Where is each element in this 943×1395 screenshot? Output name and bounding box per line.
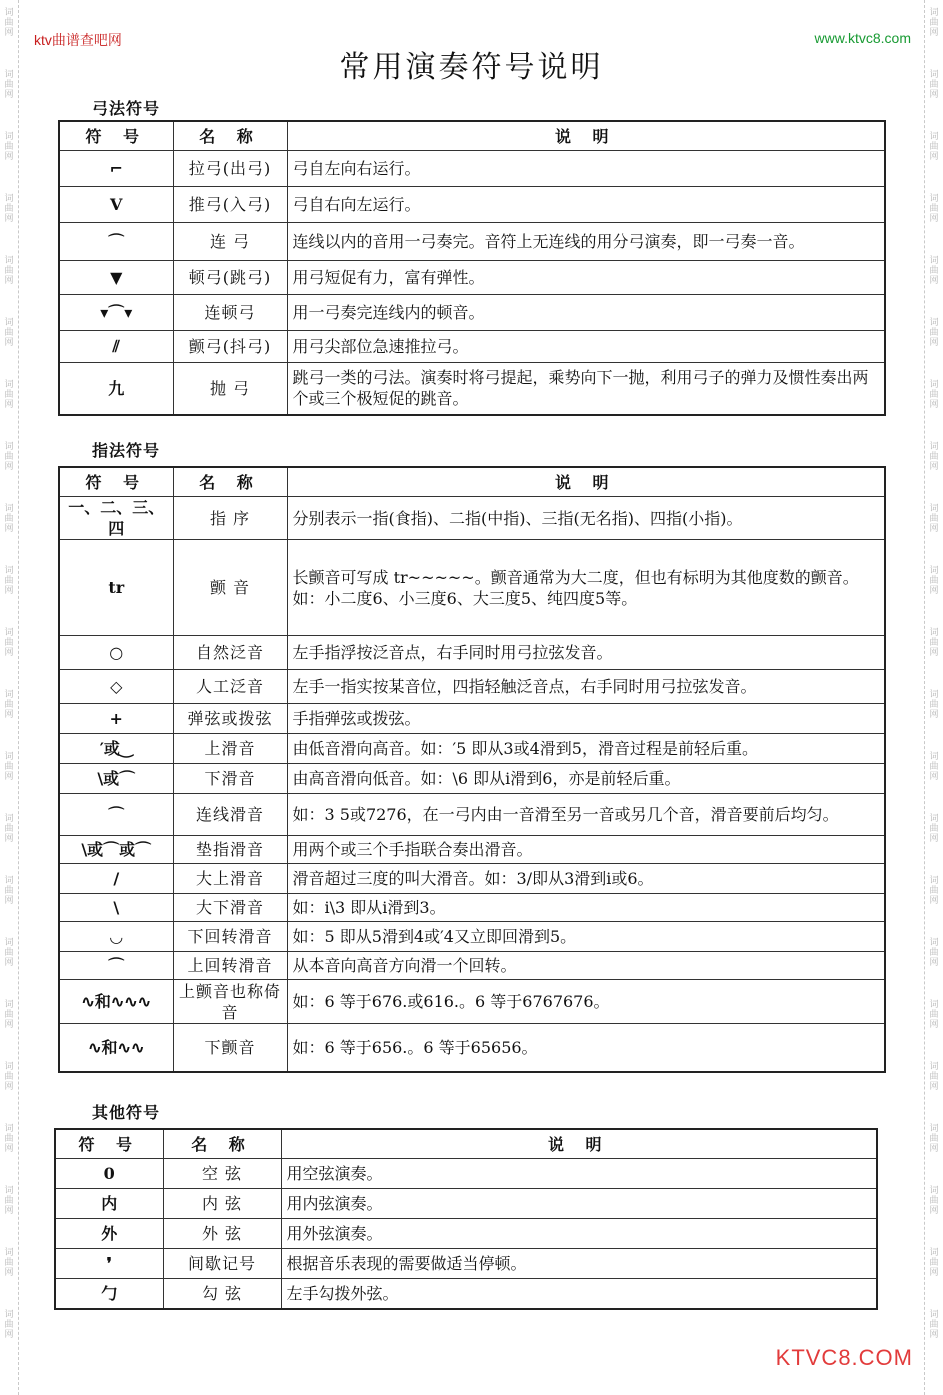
symbol-cell: \或⌒或⌒: [59, 836, 173, 864]
side-watermark-text: 词 曲 网: [929, 504, 939, 534]
side-watermark-text: 词 曲 网: [4, 752, 14, 782]
table-row: [59, 794, 885, 836]
description-cell: 由高音滑向低音。如：\6 即从i滑到6，亦是前轻后重。: [287, 764, 885, 794]
name-cell: 指 序: [173, 497, 287, 540]
description-cell: 手指弹弦或拨弦。: [287, 704, 885, 734]
side-watermark-text: 词 曲 网: [929, 70, 939, 100]
name-cell: 抛 弓: [173, 363, 287, 415]
name-cell: 勾 弦: [163, 1279, 281, 1309]
header-symbol: 符 号: [59, 121, 173, 151]
name-cell: 大上滑音: [173, 864, 287, 894]
table-row: [59, 864, 885, 894]
name-cell: 垫指滑音: [173, 836, 287, 864]
side-watermark-text: 词 曲 网: [929, 876, 939, 906]
section-title-bowing: 弓法符号: [92, 101, 161, 118]
side-watermark-text: 词 曲 网: [4, 566, 14, 596]
left-margin-strip: [0, 0, 19, 1395]
name-cell: 颤 音: [173, 540, 287, 636]
table-row: [59, 1024, 885, 1072]
symbol-cell: 外: [55, 1219, 163, 1249]
table-header-row: [59, 121, 885, 151]
description-cell: 从本音向高音方向滑一个回转。: [287, 952, 885, 980]
description-cell: 根据音乐表现的需要做适当停顿。: [281, 1249, 877, 1279]
side-watermark-text: 词 曲 网: [929, 318, 939, 348]
side-watermark-text: 词 曲 网: [4, 1310, 14, 1340]
description-cell: 如：i\3 即从i滑到3。: [287, 894, 885, 922]
header-symbol: 符 号: [59, 467, 173, 497]
table-row: [59, 151, 885, 187]
name-cell: 连顿弓: [173, 295, 287, 331]
description-cell: 弓自左向右运行。: [287, 151, 885, 187]
symbol-cell: ◇: [59, 670, 173, 704]
side-watermark-text: 词 曲 网: [929, 938, 939, 968]
symbol-cell: +: [59, 704, 173, 734]
watermark-left: ktv曲谱查吧网: [34, 32, 122, 48]
right-margin-strip: [924, 0, 943, 1395]
symbol-cell: 勹: [55, 1279, 163, 1309]
name-cell: 颤弓(抖弓): [173, 331, 287, 363]
side-watermark-text: 词 曲 网: [929, 1310, 939, 1340]
description-cell: 用两个或三个手指联合奏出滑音。: [287, 836, 885, 864]
header-name: 名 称: [163, 1129, 281, 1159]
section-title-fingering: 指法符号: [92, 443, 161, 460]
table-row: [55, 1279, 877, 1309]
description-cell: 用外弦演奏。: [281, 1219, 877, 1249]
side-watermark-text: 词 曲 网: [4, 1248, 14, 1278]
table-header-row: [59, 467, 885, 497]
side-watermark-text: 词 曲 网: [4, 132, 14, 162]
side-watermark-text: 词 曲 网: [4, 194, 14, 224]
side-watermark-text: 词 曲 网: [4, 504, 14, 534]
side-watermark-text: 词 曲 网: [4, 690, 14, 720]
description-cell: 用内弦演奏。: [281, 1189, 877, 1219]
table-other: [54, 1128, 878, 1310]
name-cell: 上回转滑音: [173, 952, 287, 980]
symbol-cell: ❜: [55, 1249, 163, 1279]
side-watermark-text: 词 曲 网: [4, 814, 14, 844]
side-watermark-text: 词 曲 网: [929, 194, 939, 224]
side-watermark-text: 词 曲 网: [929, 256, 939, 286]
side-watermark-text: 词 曲 网: [929, 1248, 939, 1278]
table-row: [59, 734, 885, 764]
symbol-cell: ′或‿: [59, 734, 173, 764]
description-cell: 左手勾拨外弦。: [281, 1279, 877, 1309]
side-watermark-text: 词 曲 网: [929, 628, 939, 658]
header-desc: 说 明: [281, 1129, 877, 1159]
table-row: [59, 836, 885, 864]
description-cell: 由低音滑向高音。如：′5 即从3或4滑到5，滑音过程是前轻后重。: [287, 734, 885, 764]
side-watermark-text: 词 曲 网: [4, 1000, 14, 1030]
side-watermark-text: 词 曲 网: [929, 566, 939, 596]
symbol-cell: ⫽: [59, 331, 173, 363]
name-cell: 连 弓: [173, 223, 287, 261]
symbol-cell: /: [59, 864, 173, 894]
table-row: [59, 187, 885, 223]
name-cell: 拉弓(出弓): [173, 151, 287, 187]
table-row: [59, 223, 885, 261]
table-row: [59, 363, 885, 415]
page-title: 常用演奏符号说明: [339, 50, 604, 85]
symbol-cell: ▼: [59, 261, 173, 295]
symbol-cell: ∿和∿∿: [59, 1024, 173, 1072]
table-header-row: [55, 1129, 877, 1159]
description-cell: 如：6 等于676.或616.。6 等于6767676。: [287, 980, 885, 1024]
description-cell: 用弓尖部位急速推拉弓。: [287, 331, 885, 363]
table-row: [59, 636, 885, 670]
table-row: [59, 540, 885, 636]
name-cell: 顿弓(跳弓): [173, 261, 287, 295]
name-cell: 下滑音: [173, 764, 287, 794]
table-row: [59, 980, 885, 1024]
name-cell: 上滑音: [173, 734, 287, 764]
table-row: [55, 1159, 877, 1189]
header-desc: 说 明: [287, 467, 885, 497]
side-watermark-text: 词 曲 网: [929, 1186, 939, 1216]
side-watermark-text: 词 曲 网: [4, 1124, 14, 1154]
symbol-cell: ⌒: [59, 223, 173, 261]
side-watermark-text: 词 曲 网: [4, 380, 14, 410]
name-cell: 下回转滑音: [173, 922, 287, 952]
name-cell: 上颤音也称倚音: [173, 980, 287, 1024]
name-cell: 大下滑音: [173, 894, 287, 922]
name-cell: 空 弦: [163, 1159, 281, 1189]
name-cell: 推弓(入弓): [173, 187, 287, 223]
description-cell: 连线以内的音用一弓奏完。音符上无连线的用分弓演奏，即一弓奏一音。: [287, 223, 885, 261]
description-cell: 左手一指实按某音位，四指轻触泛音点，右手同时用弓拉弦发音。: [287, 670, 885, 704]
name-cell: 外 弦: [163, 1219, 281, 1249]
table-bowing: [58, 120, 886, 416]
section-title-other: 其他符号: [92, 1105, 161, 1122]
side-watermark-text: 词 曲 网: [4, 442, 14, 472]
side-watermark-text: 词 曲 网: [929, 814, 939, 844]
name-cell: 自然泛音: [173, 636, 287, 670]
side-watermark-text: 词 曲 网: [4, 876, 14, 906]
header-symbol: 符 号: [55, 1129, 163, 1159]
symbol-cell: 一、二、三、四: [59, 497, 173, 540]
symbol-cell: \或⌒: [59, 764, 173, 794]
side-watermark-text: 词 曲 网: [929, 1000, 939, 1030]
table-row: [59, 704, 885, 734]
side-watermark-text: 词 曲 网: [4, 256, 14, 286]
symbol-cell: 0: [55, 1159, 163, 1189]
footer-logo: KTVC8.COM: [775, 1345, 913, 1370]
description-cell: 分别表示一指(食指)、二指(中指)、三指(无名指)、四指(小指)。: [287, 497, 885, 540]
side-watermark-text: 词 曲 网: [929, 132, 939, 162]
side-watermark-text: 词 曲 网: [4, 1062, 14, 1092]
side-watermark-text: 词 曲 网: [929, 1062, 939, 1092]
table-row: [59, 894, 885, 922]
name-cell: 弹弦或拨弦: [173, 704, 287, 734]
table-row: [55, 1249, 877, 1279]
symbol-cell: tr: [59, 540, 173, 636]
side-watermark-text: 词 曲 网: [4, 8, 14, 38]
side-watermark-text: 词 曲 网: [929, 8, 939, 38]
table-row: [59, 670, 885, 704]
symbol-cell: ⌒: [59, 952, 173, 980]
symbol-cell: 九: [59, 363, 173, 415]
header-name: 名 称: [173, 121, 287, 151]
table-row: [59, 295, 885, 331]
description-cell: 用弓短促有力，富有弹性。: [287, 261, 885, 295]
symbol-cell: \: [59, 894, 173, 922]
side-watermark-text: 词 曲 网: [4, 938, 14, 968]
description-cell: 如：6 等于656.。6 等于65656。: [287, 1024, 885, 1072]
name-cell: 连线滑音: [173, 794, 287, 836]
table-row: [59, 331, 885, 363]
side-watermark-text: 词 曲 网: [4, 1186, 14, 1216]
watermark-right: www.ktvc8.com: [814, 30, 911, 46]
side-watermark-text: 词 曲 网: [929, 442, 939, 472]
side-watermark-text: 词 曲 网: [929, 380, 939, 410]
description-cell: 如：3 5或7276，在一弓内由一音滑至另一音或另几个音，滑音要前后均匀。: [287, 794, 885, 836]
side-watermark-text: 词 曲 网: [929, 752, 939, 782]
symbol-cell: ○: [59, 636, 173, 670]
table-row: [59, 497, 885, 540]
name-cell: 间歇记号: [163, 1249, 281, 1279]
symbol-cell: ◡: [59, 922, 173, 952]
symbol-cell: 内: [55, 1189, 163, 1219]
symbol-cell: ⌒: [59, 794, 173, 836]
symbol-cell: V: [59, 187, 173, 223]
name-cell: 内 弦: [163, 1189, 281, 1219]
symbol-cell: ⌐: [59, 151, 173, 187]
description-cell: 跳弓一类的弓法。演奏时将弓提起，乘势向下一抛，利用弓子的弹力及惯性奏出两个或三个极短促的跳音。: [287, 363, 885, 415]
header-name: 名 称: [173, 467, 287, 497]
table-row: [59, 261, 885, 295]
side-watermark-text: 词 曲 网: [4, 318, 14, 348]
header-desc: 说 明: [287, 121, 885, 151]
description-cell: 弓自右向左运行。: [287, 187, 885, 223]
description-cell: 滑音超过三度的叫大滑音。如：3/即从3滑到i或6。: [287, 864, 885, 894]
symbol-cell: ▾⌒▾: [59, 295, 173, 331]
description-cell: 长颤音可写成 tr~~~~~。颤音通常为大二度，但也有标明为其他度数的颤音。如：小二度6、小三度6、大三度5、纯四度5等。: [287, 540, 885, 636]
side-watermark-text: 词 曲 网: [4, 628, 14, 658]
table-row: [59, 922, 885, 952]
table-row: [55, 1219, 877, 1249]
name-cell: 人工泛音: [173, 670, 287, 704]
table-row: [59, 764, 885, 794]
table-row: [59, 952, 885, 980]
table-fingering: [58, 466, 886, 1073]
side-watermark-text: 词 曲 网: [4, 70, 14, 100]
symbol-cell: ∿和∿∿∿: [59, 980, 173, 1024]
description-cell: 用空弦演奏。: [281, 1159, 877, 1189]
name-cell: 下颤音: [173, 1024, 287, 1072]
table-row: [55, 1189, 877, 1219]
side-watermark-text: 词 曲 网: [929, 690, 939, 720]
description-cell: 用一弓奏完连线内的顿音。: [287, 295, 885, 331]
description-cell: 如：5 即从5滑到4或′4又立即回滑到5。: [287, 922, 885, 952]
side-watermark-text: 词 曲 网: [929, 1124, 939, 1154]
description-cell: 左手指浮按泛音点，右手同时用弓拉弦发音。: [287, 636, 885, 670]
